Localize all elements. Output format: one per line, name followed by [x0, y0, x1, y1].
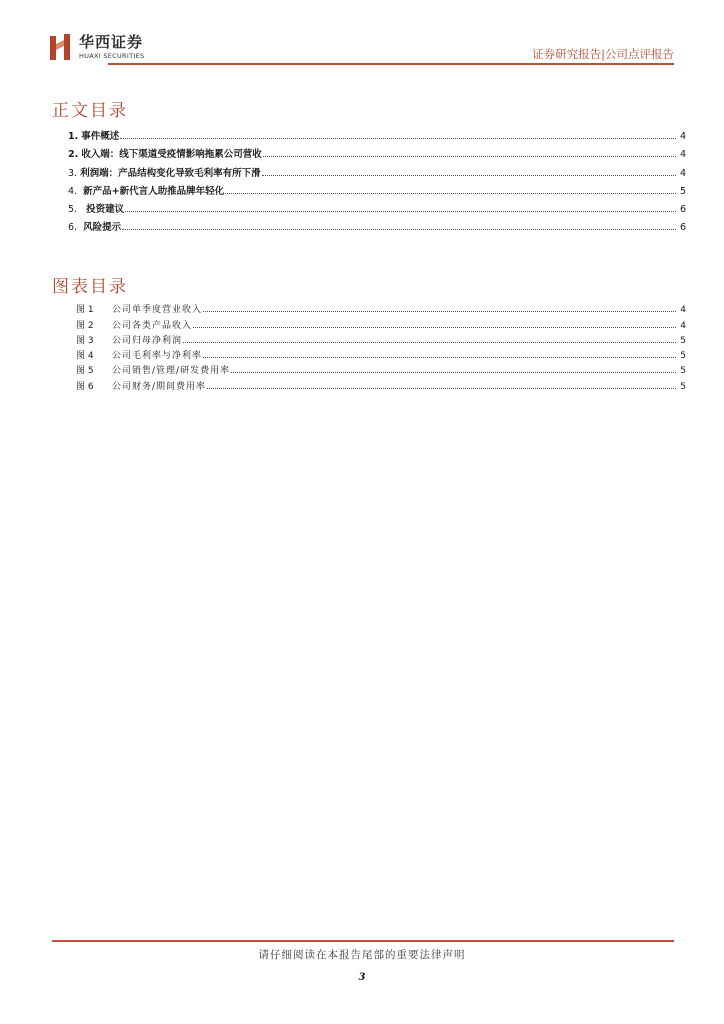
- toc-entry-page: 4: [679, 149, 686, 161]
- toc-entry-text: 事件概述: [81, 131, 120, 143]
- toc-entry-page: 5: [679, 185, 686, 197]
- toc-entry-number: 1.: [68, 131, 79, 143]
- toc-entry-number: 4.: [68, 185, 78, 197]
- figure-entry[interactable]: [76, 315, 686, 330]
- toc-entry[interactable]: [68, 142, 686, 160]
- figure-page: 4: [680, 320, 686, 331]
- figure-entry[interactable]: [76, 331, 686, 346]
- figure-page: 5: [680, 335, 686, 346]
- figure-label: 图 4: [76, 351, 94, 362]
- company-logo: [50, 34, 144, 60]
- toc-entry-page: 6: [679, 203, 686, 215]
- toc-entry-number: 5.: [68, 203, 78, 215]
- toc-entry[interactable]: [68, 197, 686, 215]
- figure-page: 4: [680, 305, 686, 316]
- report-type-label: 证券研究报告|公司点评报告: [532, 47, 674, 61]
- dot-leader: [203, 310, 676, 312]
- toc-entry-text: 投资建议: [86, 203, 125, 215]
- toc-entry[interactable]: [68, 179, 686, 197]
- legal-disclaimer: 请仔细阅读在本报告尾部的重要法律声明: [258, 949, 466, 961]
- toc-entry-text: 收入端：线下渠道受疫情影响拖累公司营收: [81, 149, 262, 161]
- dot-leader: [225, 192, 676, 194]
- table-of-contents: [68, 124, 686, 233]
- figure-label: 图 1: [76, 305, 94, 316]
- page-number: 3: [358, 972, 366, 983]
- figure-label: 图 5: [76, 366, 94, 377]
- toc-entry-number: 3.: [68, 167, 78, 179]
- toc-entry-text: 新产品+新代言人助推品牌年轻化: [83, 185, 225, 197]
- dot-leader: [193, 326, 676, 328]
- figure-entry[interactable]: [76, 376, 686, 391]
- figure-page: 5: [680, 351, 686, 362]
- header-divider: [108, 63, 674, 65]
- toc-entry[interactable]: [68, 215, 686, 233]
- toc-title: 正文目录: [52, 101, 128, 121]
- page-header: [50, 32, 674, 66]
- figure-label: 图 6: [76, 381, 94, 392]
- figure-entry[interactable]: [76, 346, 686, 361]
- dot-leader: [120, 137, 676, 139]
- logo-english-name: HUAXI SECURITIES: [79, 51, 145, 60]
- figure-list-title: 图表目录: [52, 277, 128, 297]
- toc-entry-page: 4: [679, 167, 686, 179]
- toc-entry-text: 风险提示: [83, 222, 122, 234]
- figure-entry[interactable]: [76, 361, 686, 376]
- dot-leader: [231, 371, 676, 373]
- toc-entry[interactable]: [68, 124, 686, 142]
- figure-page: 5: [680, 381, 686, 392]
- figure-page: 5: [680, 366, 686, 377]
- toc-entry-number: 6.: [68, 222, 78, 234]
- figure-title: 公司毛利率与净利率: [112, 351, 203, 362]
- toc-entry-page: 4: [679, 131, 686, 143]
- figure-entry[interactable]: [76, 300, 686, 315]
- figure-label: 图 3: [76, 335, 94, 346]
- huaxi-logo-icon: [50, 34, 72, 60]
- figure-title: 公司销售/管理/研发费用率: [112, 366, 231, 377]
- dot-leader: [203, 356, 676, 358]
- footer-divider: [52, 940, 674, 942]
- figure-label: 图 2: [76, 320, 94, 331]
- dot-leader: [263, 155, 676, 157]
- dot-leader: [207, 387, 676, 389]
- dot-leader: [183, 341, 676, 343]
- toc-entry-page: 6: [679, 222, 686, 234]
- dot-leader: [262, 174, 676, 176]
- logo-chinese-name: 华西证券: [79, 32, 144, 51]
- figure-title: 公司单季度营业收入: [112, 305, 203, 316]
- toc-entry-number: 2.: [68, 149, 79, 161]
- dot-leader: [122, 228, 676, 230]
- dot-leader: [125, 210, 676, 212]
- figure-title: 公司财务/期间费用率: [112, 381, 207, 392]
- figure-list: [76, 300, 686, 392]
- toc-entry[interactable]: [68, 160, 686, 178]
- figure-title: 公司归母净利润: [112, 335, 183, 346]
- toc-entry-text: 利润端：产品结构变化导致毛利率有所下滑: [80, 167, 261, 179]
- figure-title: 公司各类产品收入: [112, 320, 193, 331]
